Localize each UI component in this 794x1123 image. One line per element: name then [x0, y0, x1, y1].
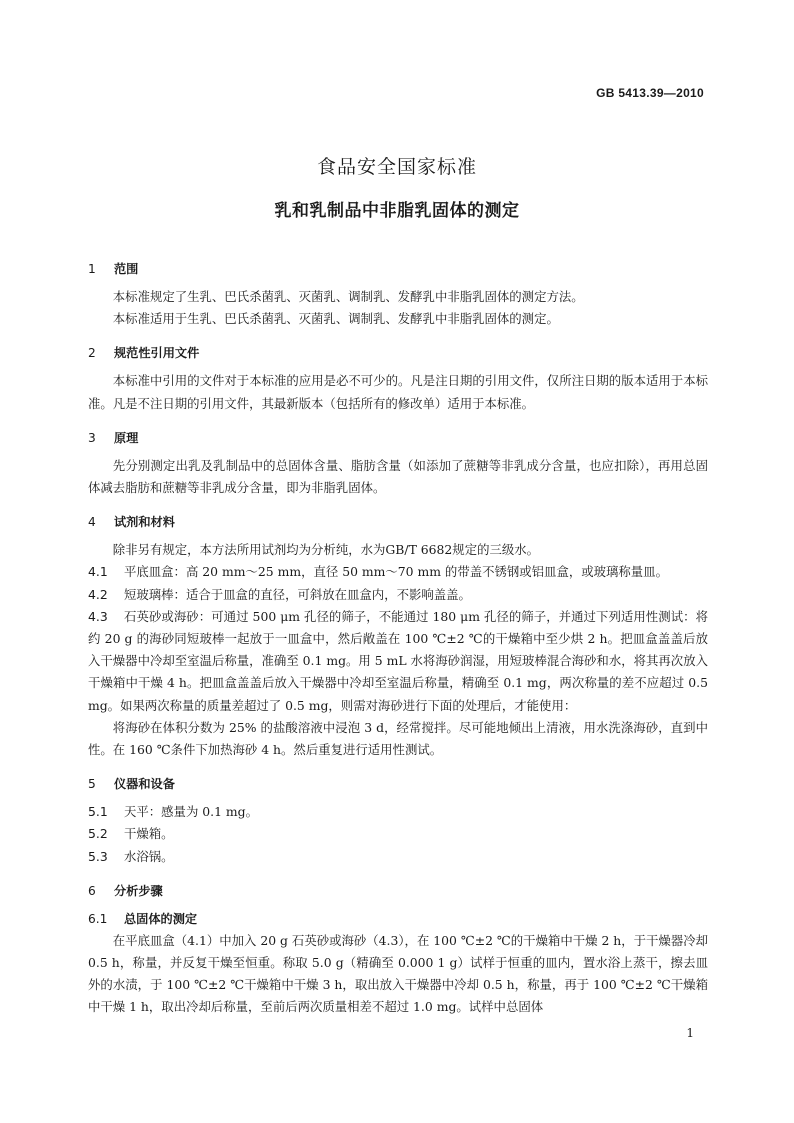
section-heading-scope — [88, 258, 708, 280]
section-heading-apparatus — [88, 773, 708, 795]
item-text: 短玻璃棒：适合于皿盒的直径，可斜放在皿盒内，不影响盖盖。 — [124, 586, 471, 602]
item-number: 4.2 — [88, 586, 108, 602]
list-item — [88, 584, 708, 606]
section-number: 1 — [88, 262, 96, 276]
paragraph: 先分别测定出乳及乳制品中的总固体含量、脂肪含量（如添加了蔗糖等非乳成分含量，也应扣除），再用总固体减去脂肪和蔗糖等非乳成分含量，即为非脂乳固体。 — [88, 457, 708, 496]
section-number: 6 — [88, 883, 96, 898]
item-number: 5.2 — [88, 826, 108, 842]
document-subtitle: 乳和乳制品中非脂乳固体的测定 — [274, 201, 520, 221]
section-title: 范围 — [114, 262, 139, 276]
section-title: 试剂和材料 — [114, 515, 175, 530]
subsection-heading-total-solids — [88, 908, 708, 930]
paragraph: 在平底皿盒（4.1）中加入 20 g 石英砂或海砂（4.3），在 100 ℃±2 ℃的干燥箱中干燥 2 h，于干燥器冷却 0.5 h，称量，并反复干燥至恒重。称取 5.0 g（精确至 0.000 1 g）试样于恒重的皿内，置水浴上蒸干，擦去皿外的水渍，于 100 ℃±2 ℃干燥箱中干燥 3 h，取出放入干燥器中冷却 0.5 h，称量，再于 100 ℃±2 ℃干燥箱中干燥 1 h，取出冷却后称量，至前后两次质量相差不超过 1.0 mg。试样中总固体 — [88, 932, 708, 1015]
standard-number: GB 5413.39—2010 — [596, 86, 704, 100]
list-item — [88, 561, 708, 583]
subsection-title: 总固体的测定 — [124, 911, 198, 926]
item-text: 干燥箱。 — [124, 826, 174, 842]
section-title: 分析步骤 — [114, 883, 163, 898]
list-item — [88, 823, 708, 845]
item-text: 平底皿盒：高 20 mm～25 mm，直径 50 mm～70 mm 的带盖不锈钢或铝皿盒，或玻璃称量皿。 — [124, 564, 668, 580]
document-title: 食品安全国家标准 — [316, 156, 477, 178]
item-number: 5.1 — [88, 804, 108, 820]
section-heading-references — [88, 342, 708, 364]
section-heading-procedure — [88, 880, 708, 902]
item-number: 5.3 — [88, 848, 108, 864]
paragraph: 本标准适用于生乳、巴氏杀菌乳、灭菌乳、调制乳、发酵乳中非脂乳固体的测定。 — [112, 311, 559, 327]
item-number: 4.1 — [88, 564, 108, 580]
document-body — [88, 258, 708, 1019]
section-number: 5 — [88, 777, 96, 792]
list-item — [88, 606, 708, 717]
page-number: 1 — [686, 1026, 694, 1040]
item-text: 水浴锅。 — [124, 848, 174, 864]
section-title: 仪器和设备 — [114, 777, 175, 792]
subsection-number: 6.1 — [88, 911, 108, 926]
item-text: 石英砂或海砂：可通过 500 μm 孔径的筛子，不能通过 180 μm 孔径的筛子，并通过下列适用性测试：将约 20 g 的海砂同短玻棒一起放于一皿盒中，然后敞盖在 100 ℃±2 ℃的干燥箱中至少烘 2 h。把皿盒盖盖后放入干燥器中冷却至室温后称量，准确至 0.1 mg。用 5 mL 水将海砂润湿，用短玻棒混合海砂和水，将其再次放入干燥箱中干燥 4 h。把皿盒盖盖后放入干燥器中冷却至室温后称量，精确至 0.1 mg，两次称量的差不应超过 0.5 mg。如果两次称量的质量差超过了 0.5 mg，则需对海砂进行下面的处理后，才能使用： — [88, 608, 708, 713]
section-heading-principle — [88, 427, 708, 449]
list-item — [88, 801, 708, 823]
list-item — [88, 846, 708, 868]
paragraph: 将海砂在体积分数为 25% 的盐酸溶液中浸泡 3 d，经常搅拌。尽可能地倾出上清液，用水洗涤海砂，直到中性。在 160 ℃条件下加热海砂 4 h。然后重复进行适用性测试。 — [88, 719, 708, 758]
section-heading-reagents — [88, 511, 708, 533]
paragraph: 本标准中引用的文件对于本标准的应用是必不可少的。凡是注日期的引用文件，仅所注日期的版本适用于本标准。凡是不注日期的引用文件，其最新版本（包括所有的修改单）适用于本标准。 — [88, 373, 708, 411]
section-title: 原理 — [114, 430, 139, 445]
section-number: 4 — [88, 515, 96, 530]
item-text: 天平：感量为 0.1 mg。 — [124, 804, 258, 820]
section-number: 2 — [88, 346, 96, 361]
section-title: 规范性引用文件 — [114, 346, 200, 361]
paragraph: 本标准规定了生乳、巴氏杀菌乳、灭菌乳、调制乳、发酵乳中非脂乳固体的测定方法。 — [112, 289, 584, 304]
paragraph: 除非另有规定，本方法所用试剂均为分析纯，水为GB/T 6682规定的三级水。 — [112, 542, 540, 558]
section-number: 3 — [88, 430, 96, 445]
item-number: 4.3 — [88, 608, 108, 624]
